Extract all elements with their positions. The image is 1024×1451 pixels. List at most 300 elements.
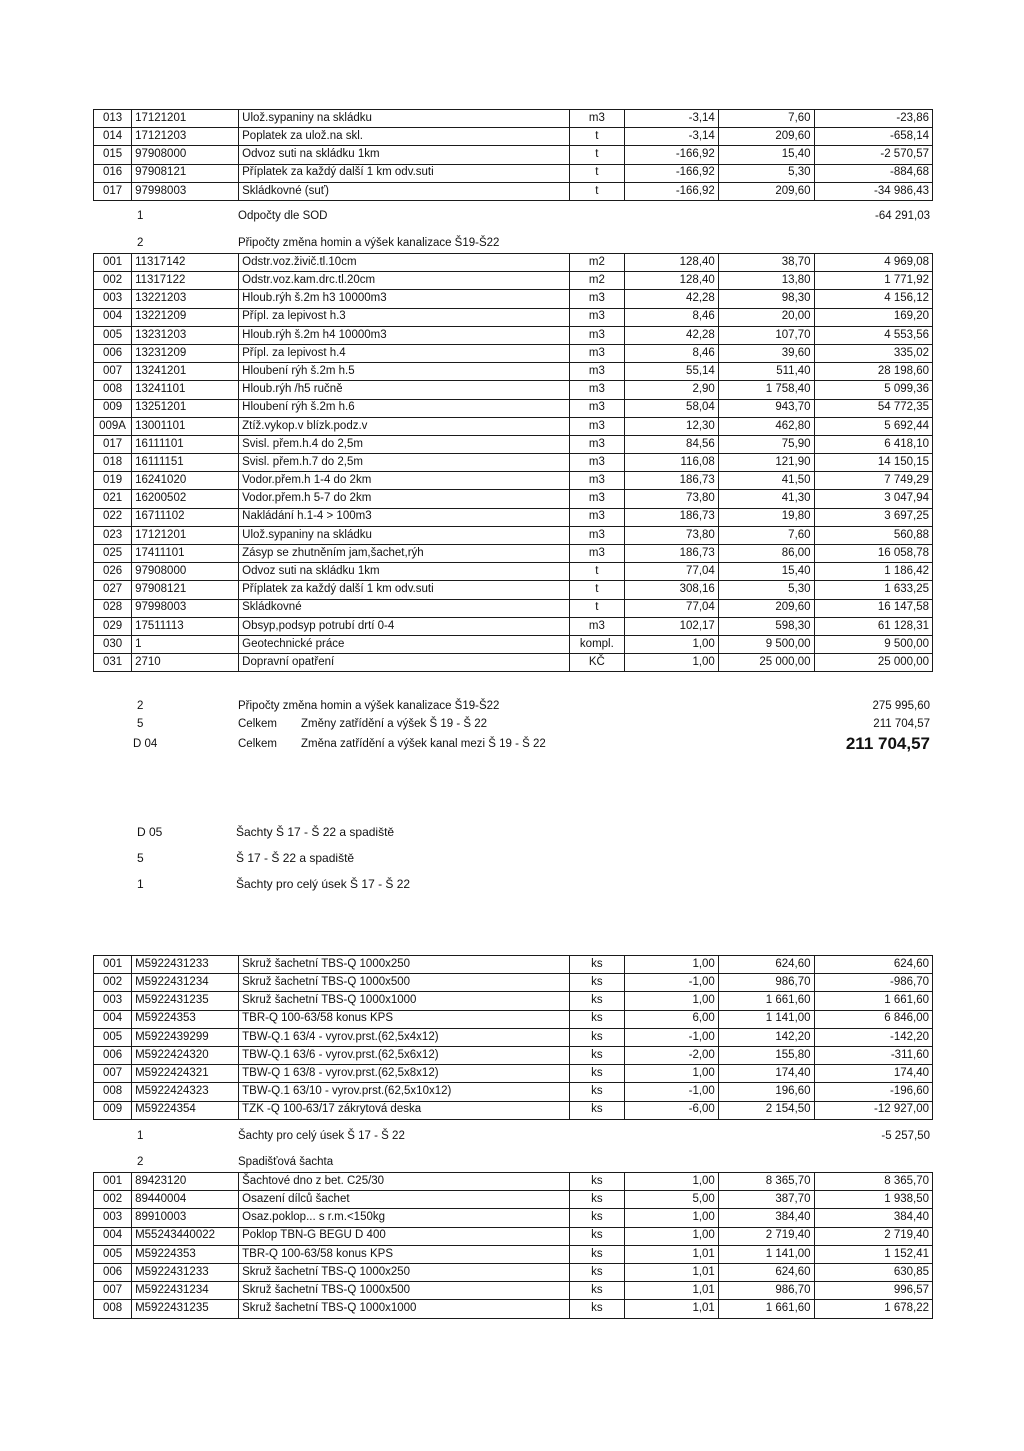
- item-unit: ks: [569, 1282, 625, 1300]
- item-description: Zásyp se zhutněním jam,šachet,rýh: [239, 545, 569, 563]
- item-unit: t: [569, 164, 625, 182]
- section-label: Šachty pro celý úsek Š 17 - Š 22: [236, 877, 411, 891]
- total-value: 211 704,57: [873, 718, 930, 730]
- item-unit-price: 462,80: [718, 417, 814, 435]
- item-code: M5922431235: [132, 1300, 239, 1318]
- item-unit: m3: [569, 545, 625, 563]
- item-quantity: -166,92: [625, 164, 719, 182]
- item-code: 11317122: [132, 272, 239, 290]
- item-unit-price: 943,70: [718, 399, 814, 417]
- item-unit: ks: [569, 1010, 625, 1028]
- item-number: 007: [94, 1282, 132, 1300]
- item-total: 6 846,00: [814, 1010, 932, 1028]
- item-quantity: 116,08: [625, 454, 719, 472]
- total-number: 5: [137, 718, 144, 730]
- item-unit: m3: [569, 508, 625, 526]
- item-total: 28 198,60: [814, 363, 932, 381]
- item-quantity: 42,28: [625, 290, 719, 308]
- item-quantity: 12,30: [625, 417, 719, 435]
- item-total: 4 156,12: [814, 290, 932, 308]
- item-total: 5 099,36: [814, 381, 932, 399]
- item-unit: m3: [569, 308, 625, 326]
- item-number: 002: [94, 974, 132, 992]
- item-unit-price: 1 661,60: [718, 992, 814, 1010]
- item-description: Ztíž.vykop.v blízk.podz.v: [239, 417, 569, 435]
- table-row: [94, 1300, 933, 1318]
- item-code: 13001101: [132, 417, 239, 435]
- item-code: M5922431234: [132, 974, 239, 992]
- item-quantity: 1,00: [625, 992, 719, 1010]
- item-total: 7 749,29: [814, 472, 932, 490]
- item-quantity: 1,00: [625, 1227, 719, 1245]
- table-row: [94, 1173, 933, 1191]
- item-total: 174,40: [814, 1065, 932, 1083]
- item-number: 004: [94, 308, 132, 326]
- table-row: [94, 417, 933, 435]
- item-quantity: 77,04: [625, 563, 719, 581]
- section-number: 5: [137, 851, 144, 865]
- item-unit: t: [569, 146, 625, 164]
- item-unit-price: 209,60: [718, 128, 814, 146]
- item-unit: m3: [569, 454, 625, 472]
- item-quantity: 1,01: [625, 1300, 719, 1318]
- item-description: Příplatek za každý další 1 km odv.suti: [239, 581, 569, 599]
- item-description: Ulož.sypaniny na skládku: [239, 110, 569, 128]
- item-unit: t: [569, 563, 625, 581]
- item-number: 005: [94, 326, 132, 344]
- table-row: [94, 1065, 933, 1083]
- item-description: TBW-Q.1 63/4 - vyrov.prst.(62,5x4x12): [239, 1028, 569, 1046]
- item-description: Skruž šachetní TBS-Q 1000x250: [239, 956, 569, 974]
- item-total: 5 692,44: [814, 417, 932, 435]
- item-quantity: 6,00: [625, 1010, 719, 1028]
- item-quantity: 2,90: [625, 381, 719, 399]
- item-description: TZK -Q 100-63/17 zákrytová deska: [239, 1101, 569, 1119]
- item-total: 6 418,10: [814, 435, 932, 453]
- item-total: 1 678,22: [814, 1300, 932, 1318]
- item-total: 1 186,42: [814, 563, 932, 581]
- item-unit-price: 7,60: [718, 526, 814, 544]
- item-unit: m3: [569, 326, 625, 344]
- item-description: Vodor.přem.h 1-4 do 2km: [239, 472, 569, 490]
- table-row: [94, 635, 933, 653]
- table-row: [94, 974, 933, 992]
- item-code: 97908000: [132, 146, 239, 164]
- item-unit-price: 1 661,60: [718, 1300, 814, 1318]
- item-number: 028: [94, 599, 132, 617]
- item-description: TBW-Q.1 63/6 - vyrov.prst.(62,5x6x12): [239, 1046, 569, 1064]
- item-unit: ks: [569, 1245, 625, 1263]
- item-unit: m3: [569, 381, 625, 399]
- table-row: [94, 599, 933, 617]
- item-code: 13241101: [132, 381, 239, 399]
- table-row: [94, 1101, 933, 1119]
- item-total: -142,20: [814, 1028, 932, 1046]
- table-row: [94, 490, 933, 508]
- item-quantity: -3,14: [625, 128, 719, 146]
- item-code: 17121201: [132, 110, 239, 128]
- item-total: 624,60: [814, 956, 932, 974]
- item-unit-price: 9 500,00: [718, 635, 814, 653]
- item-unit-price: 986,70: [718, 974, 814, 992]
- item-description: Hloub.rýh š.2m h4 10000m3: [239, 326, 569, 344]
- item-unit: m3: [569, 435, 625, 453]
- item-total: 3 047,94: [814, 490, 932, 508]
- subtotal-value: -64 291,03: [875, 210, 930, 222]
- item-total: 630,85: [814, 1263, 932, 1281]
- item-number: 007: [94, 363, 132, 381]
- item-unit-price: 8 365,70: [718, 1173, 814, 1191]
- item-total: 1 938,50: [814, 1191, 932, 1209]
- item-unit-price: 121,90: [718, 454, 814, 472]
- table-row: [94, 1028, 933, 1046]
- item-quantity: -166,92: [625, 182, 719, 200]
- item-number: 021: [94, 490, 132, 508]
- item-unit: m3: [569, 417, 625, 435]
- item-quantity: 73,80: [625, 526, 719, 544]
- item-number: 013: [94, 110, 132, 128]
- item-quantity: 73,80: [625, 490, 719, 508]
- item-total: 560,88: [814, 526, 932, 544]
- item-unit-price: 142,20: [718, 1028, 814, 1046]
- subtotal-number: 1: [137, 210, 144, 222]
- item-code: 89423120: [132, 1173, 239, 1191]
- item-total: 4 553,56: [814, 326, 932, 344]
- item-unit: ks: [569, 1083, 625, 1101]
- table-row: [94, 654, 933, 672]
- total-word: Celkem: [238, 718, 277, 730]
- item-code: 97908000: [132, 563, 239, 581]
- item-number: 014: [94, 128, 132, 146]
- item-quantity: 1,00: [625, 1065, 719, 1083]
- table-row: [94, 1282, 933, 1300]
- subtotal-number: 2: [137, 700, 144, 712]
- item-unit-price: 2 719,40: [718, 1227, 814, 1245]
- item-total: 61 128,31: [814, 617, 932, 635]
- item-quantity: 128,40: [625, 254, 719, 272]
- item-unit: m3: [569, 399, 625, 417]
- item-description: Obsyp,podsyp potrubí drtí 0-4: [239, 617, 569, 635]
- item-unit: ks: [569, 956, 625, 974]
- table-row: [94, 472, 933, 490]
- item-number: 001: [94, 1173, 132, 1191]
- table-row: [94, 272, 933, 290]
- group-number: 2: [137, 1156, 144, 1168]
- item-unit: t: [569, 599, 625, 617]
- item-number: 017: [94, 435, 132, 453]
- item-code: 13251201: [132, 399, 239, 417]
- item-number: 005: [94, 1245, 132, 1263]
- item-number: 002: [94, 1191, 132, 1209]
- item-total: 14 150,15: [814, 454, 932, 472]
- item-quantity: -3,14: [625, 110, 719, 128]
- item-number: 019: [94, 472, 132, 490]
- table-row: [94, 1227, 933, 1245]
- item-total: -884,68: [814, 164, 932, 182]
- item-number: 004: [94, 1227, 132, 1245]
- item-code: 16241020: [132, 472, 239, 490]
- item-total: 2 719,40: [814, 1227, 932, 1245]
- table-row: [94, 128, 933, 146]
- item-number: 003: [94, 290, 132, 308]
- item-total: 1 633,25: [814, 581, 932, 599]
- subtotal-label: Šachty pro celý úsek Š 17 - Š 22: [238, 1130, 405, 1142]
- item-total: 335,02: [814, 344, 932, 362]
- item-unit: m2: [569, 254, 625, 272]
- item-number: 017: [94, 182, 132, 200]
- table-row: [94, 563, 933, 581]
- item-total: -2 570,57: [814, 146, 932, 164]
- item-code: 13221209: [132, 308, 239, 326]
- subtotal-value: 275 995,60: [872, 700, 930, 712]
- item-unit-price: 13,80: [718, 272, 814, 290]
- item-unit: t: [569, 128, 625, 146]
- item-quantity: -166,92: [625, 146, 719, 164]
- item-quantity: -6,00: [625, 1101, 719, 1119]
- item-total: 169,20: [814, 308, 932, 326]
- item-number: 030: [94, 635, 132, 653]
- item-unit: m3: [569, 344, 625, 362]
- table-row: [94, 1209, 933, 1227]
- item-quantity: 186,73: [625, 508, 719, 526]
- item-code: 16200502: [132, 490, 239, 508]
- item-code: 13231209: [132, 344, 239, 362]
- item-description: TBR-Q 100-63/58 konus KPS: [239, 1245, 569, 1263]
- group-header-additions: [93, 233, 933, 253]
- item-code: 89910003: [132, 1209, 239, 1227]
- item-description: Osaz.poklop... s r.m.<150kg: [239, 1209, 569, 1227]
- item-unit-price: 98,30: [718, 290, 814, 308]
- item-number: 003: [94, 1209, 132, 1227]
- item-code: 97998003: [132, 599, 239, 617]
- table-row: [94, 326, 933, 344]
- item-unit: m3: [569, 617, 625, 635]
- item-number: 002: [94, 272, 132, 290]
- item-unit-price: 86,00: [718, 545, 814, 563]
- item-unit-price: 209,60: [718, 182, 814, 200]
- item-number: 006: [94, 1046, 132, 1064]
- item-unit: m3: [569, 110, 625, 128]
- item-number: 009: [94, 1101, 132, 1119]
- item-unit-price: 986,70: [718, 1282, 814, 1300]
- items-table-shafts: [93, 955, 933, 1120]
- item-total: 996,57: [814, 1282, 932, 1300]
- item-quantity: 84,56: [625, 435, 719, 453]
- item-description: Odvoz suti na skládku 1km: [239, 563, 569, 581]
- item-quantity: 8,46: [625, 308, 719, 326]
- item-quantity: 1,01: [625, 1245, 719, 1263]
- items-table-deductions: [93, 109, 933, 201]
- item-number: 016: [94, 164, 132, 182]
- item-code: 16111151: [132, 454, 239, 472]
- item-code: 13221203: [132, 290, 239, 308]
- item-description: Svisl. přem.h.4 do 2,5m: [239, 435, 569, 453]
- item-unit: t: [569, 581, 625, 599]
- item-unit-price: 20,00: [718, 308, 814, 326]
- item-unit: ks: [569, 1227, 625, 1245]
- item-unit-price: 624,60: [718, 1263, 814, 1281]
- item-unit-price: 19,80: [718, 508, 814, 526]
- item-code: 16711102: [132, 508, 239, 526]
- item-unit: ks: [569, 1101, 625, 1119]
- item-code: 1: [132, 635, 239, 653]
- section-number: D 05: [137, 825, 163, 839]
- item-description: TBW-Q.1 63/10 - vyrov.prst.(62,5x10x12): [239, 1083, 569, 1101]
- table-row: [94, 1245, 933, 1263]
- item-description: TBR-Q 100-63/58 konus KPS: [239, 1010, 569, 1028]
- item-code: M5922424320: [132, 1046, 239, 1064]
- item-total: 1 771,92: [814, 272, 932, 290]
- item-description: Ulož.sypaniny na skládku: [239, 526, 569, 544]
- item-quantity: 5,00: [625, 1191, 719, 1209]
- item-unit: ks: [569, 1263, 625, 1281]
- item-number: 009: [94, 399, 132, 417]
- item-unit: ks: [569, 992, 625, 1010]
- item-quantity: -1,00: [625, 1083, 719, 1101]
- item-unit-price: 5,30: [718, 581, 814, 599]
- item-unit-price: 174,40: [718, 1065, 814, 1083]
- table-row: [94, 508, 933, 526]
- item-code: 97998003: [132, 182, 239, 200]
- table-row: [94, 526, 933, 544]
- item-number: 025: [94, 545, 132, 563]
- item-unit: ks: [569, 1065, 625, 1083]
- item-unit: ks: [569, 1191, 625, 1209]
- item-code: 17121201: [132, 526, 239, 544]
- item-code: 17121203: [132, 128, 239, 146]
- table-row: [94, 1046, 933, 1064]
- item-unit-price: 1 758,40: [718, 381, 814, 399]
- item-description: Poplatek za ulož.na skl.: [239, 128, 569, 146]
- item-unit-price: 75,90: [718, 435, 814, 453]
- table-row: [94, 956, 933, 974]
- item-description: Poklop TBN-G BEGU D 400: [239, 1227, 569, 1245]
- item-description: Odstr.voz.kam.drc.tl.20cm: [239, 272, 569, 290]
- item-number: 023: [94, 526, 132, 544]
- item-quantity: 308,16: [625, 581, 719, 599]
- item-total: 4 969,08: [814, 254, 932, 272]
- item-description: Šachtové dno z bet. C25/30: [239, 1173, 569, 1191]
- item-description: Hloubení rýh š.2m h.6: [239, 399, 569, 417]
- grand-total-value: 211 704,57: [845, 734, 930, 753]
- section-label: Š 17 - Š 22 a spadiště: [236, 851, 355, 865]
- item-unit: m3: [569, 363, 625, 381]
- item-quantity: 1,00: [625, 1173, 719, 1191]
- item-description: Nakládání h.1-4 > 100m3: [239, 508, 569, 526]
- table-row: [94, 110, 933, 128]
- items-table-additions: [93, 253, 933, 672]
- item-description: Přípl. za lepivost h.4: [239, 344, 569, 362]
- item-number: 018: [94, 454, 132, 472]
- item-total: -196,60: [814, 1083, 932, 1101]
- table-row: [94, 581, 933, 599]
- subtotal-number: 1: [137, 1130, 144, 1142]
- item-quantity: 1,00: [625, 956, 719, 974]
- item-quantity: 186,73: [625, 472, 719, 490]
- total-d04: [93, 734, 933, 754]
- item-description: Vodor.přem.h 5-7 do 2km: [239, 490, 569, 508]
- item-description: Skruž šachetní TBS-Q 1000x500: [239, 974, 569, 992]
- table-row: [94, 290, 933, 308]
- section-number: 1: [137, 877, 144, 891]
- item-unit-price: 387,70: [718, 1191, 814, 1209]
- item-code: 13231203: [132, 326, 239, 344]
- table-row: [94, 1010, 933, 1028]
- item-number: 007: [94, 1065, 132, 1083]
- table-row: [94, 363, 933, 381]
- table-row: [94, 308, 933, 326]
- item-code: 17411101: [132, 545, 239, 563]
- item-code: M5922439299: [132, 1028, 239, 1046]
- item-unit-price: 41,50: [718, 472, 814, 490]
- item-number: 006: [94, 344, 132, 362]
- item-total: 16 147,58: [814, 599, 932, 617]
- item-description: Hloub.rýh /h5 ručně: [239, 381, 569, 399]
- table-row: [94, 182, 933, 200]
- item-code: 97908121: [132, 581, 239, 599]
- item-code: 11317142: [132, 254, 239, 272]
- item-unit: ks: [569, 1046, 625, 1064]
- item-quantity: 128,40: [625, 272, 719, 290]
- item-total: 9 500,00: [814, 635, 932, 653]
- item-unit: ks: [569, 974, 625, 992]
- table-row: [94, 1263, 933, 1281]
- subtotal-label: Odpočty dle SOD: [238, 210, 328, 222]
- item-quantity: 42,28: [625, 326, 719, 344]
- item-unit-price: 25 000,00: [718, 654, 814, 672]
- item-number: 006: [94, 1263, 132, 1281]
- item-total: -34 986,43: [814, 182, 932, 200]
- item-description: Dopravní opatření: [239, 654, 569, 672]
- item-quantity: 8,46: [625, 344, 719, 362]
- item-description: Odstr.voz.živič.tl.10cm: [239, 254, 569, 272]
- item-quantity: 55,14: [625, 363, 719, 381]
- item-code: M5922431235: [132, 992, 239, 1010]
- item-unit-price: 15,40: [718, 146, 814, 164]
- item-unit: KČ: [569, 654, 625, 672]
- subtotal-additions: [93, 696, 933, 716]
- total-number: D 04: [133, 738, 158, 750]
- item-unit-price: 38,70: [718, 254, 814, 272]
- table-row: [94, 617, 933, 635]
- subtotal-shafts: [93, 1126, 933, 1146]
- table-row: [94, 1191, 933, 1209]
- item-unit-price: 511,40: [718, 363, 814, 381]
- item-number: 026: [94, 563, 132, 581]
- item-description: Osazení dílců šachet: [239, 1191, 569, 1209]
- item-code: 97908121: [132, 164, 239, 182]
- item-description: Skruž šachetní TBS-Q 1000x250: [239, 1263, 569, 1281]
- item-description: Skládkovné (suť): [239, 182, 569, 200]
- item-description: Svisl. přem.h.7 do 2,5m: [239, 454, 569, 472]
- item-unit: ks: [569, 1173, 625, 1191]
- subtotal-deductions: [93, 206, 933, 226]
- item-number: 001: [94, 956, 132, 974]
- item-number: 029: [94, 617, 132, 635]
- item-unit-price: 5,30: [718, 164, 814, 182]
- item-unit: ks: [569, 1209, 625, 1227]
- item-quantity: 1,00: [625, 654, 719, 672]
- item-unit-price: 155,80: [718, 1046, 814, 1064]
- table-row: [94, 454, 933, 472]
- item-description: Skruž šachetní TBS-Q 1000x500: [239, 1282, 569, 1300]
- table-row: [94, 992, 933, 1010]
- item-total: 1 152,41: [814, 1245, 932, 1263]
- item-total: 54 772,35: [814, 399, 932, 417]
- item-total: -986,70: [814, 974, 932, 992]
- item-number: 022: [94, 508, 132, 526]
- item-quantity: -1,00: [625, 1028, 719, 1046]
